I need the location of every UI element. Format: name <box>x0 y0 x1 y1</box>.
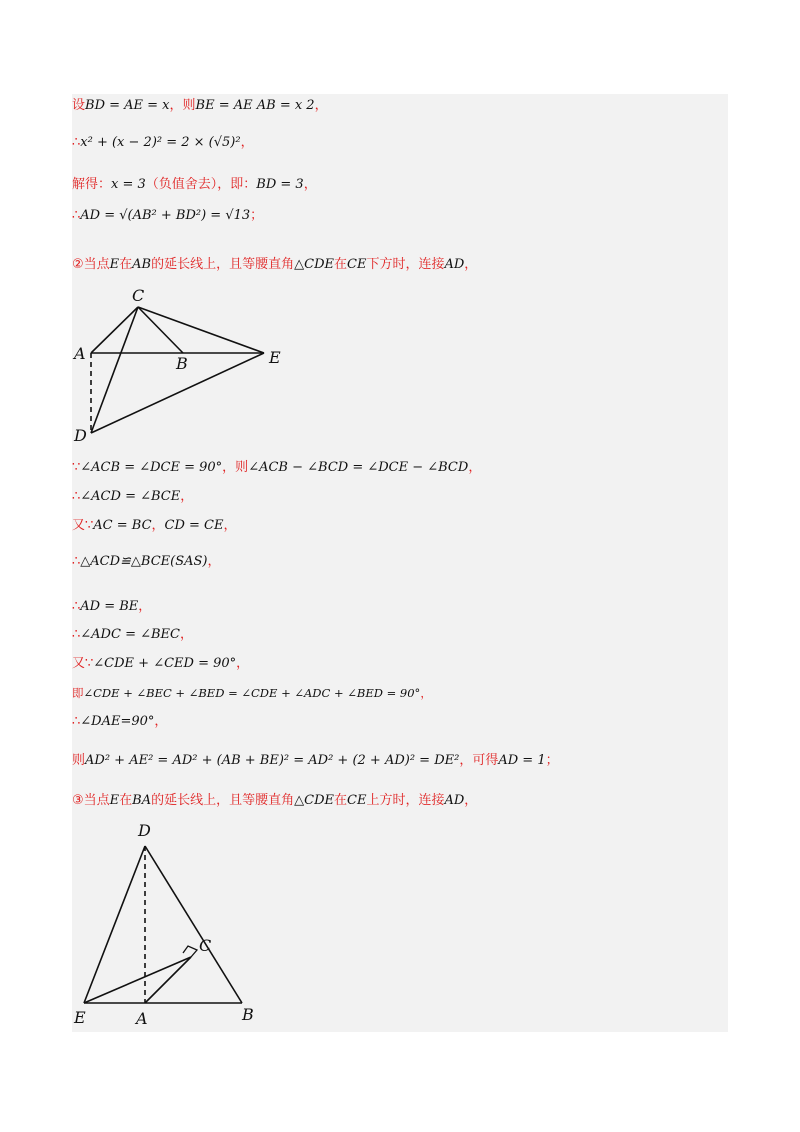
label-D: D <box>74 426 87 445</box>
label-E: E <box>269 348 281 367</box>
punct: ， <box>420 686 432 700</box>
label-C: C <box>199 936 212 955</box>
punct: ， <box>464 793 478 808</box>
equation: AC = BC <box>93 518 152 533</box>
punct: ， <box>236 656 250 671</box>
text: ③当点 <box>72 793 110 808</box>
math: BA <box>132 793 152 808</box>
case2-step-6 <box>72 626 193 644</box>
case2-step-5 <box>72 598 151 616</box>
equation: ∠CDE + ∠BEC + ∠BED = ∠CDE + ∠ADC + ∠BED = 90° <box>83 686 421 700</box>
text: 下方时，连接 <box>366 257 445 272</box>
math: △CDE <box>294 793 334 808</box>
punct: ， <box>180 489 194 504</box>
text: 在 <box>119 793 133 808</box>
segment-DE <box>84 846 145 1003</box>
segment-CE <box>138 307 264 353</box>
therefore-symbol: ∴ <box>72 135 81 150</box>
case2-step-1 <box>72 459 481 477</box>
equation: AD = BE <box>80 599 139 614</box>
segment-CB <box>138 307 183 353</box>
solution-line-4 <box>72 207 263 225</box>
text: 又∵ <box>72 656 94 671</box>
punct: ， <box>240 135 254 150</box>
text: 上方时，连接 <box>366 793 445 808</box>
punct: ， <box>151 518 165 533</box>
label-B: B <box>176 354 188 373</box>
equation: BD = AE = x <box>85 98 170 113</box>
text: 在 <box>119 257 133 272</box>
case2-step-4 <box>72 553 221 571</box>
punct: ， <box>223 518 237 533</box>
case2-step-9 <box>72 713 167 731</box>
math: AB <box>132 257 152 272</box>
case3-heading <box>72 792 477 810</box>
text: 即 <box>72 686 84 700</box>
label-A: A <box>74 344 86 363</box>
equation: ∠ACB − ∠BCD = ∠DCE − ∠BCD <box>248 460 469 475</box>
equation: ∠CDE + ∠CED = 90° <box>93 656 237 671</box>
math: E <box>109 793 120 808</box>
math: E <box>109 257 120 272</box>
punct: ； <box>545 753 559 768</box>
text: （负值舍去），即： <box>145 177 257 192</box>
right-angle-mark <box>183 946 197 957</box>
label-A: A <box>136 1009 148 1028</box>
equation: ∠ACB = ∠DCE = 90° <box>80 460 223 475</box>
text: 的延长线上，且等腰直角 <box>151 257 295 272</box>
math: CE <box>347 257 367 272</box>
text: ，则 <box>222 460 249 475</box>
therefore-symbol: ∴ <box>72 599 81 614</box>
text: ②当点 <box>72 257 110 272</box>
text: ，则 <box>169 98 196 113</box>
segment-CA <box>91 307 138 353</box>
segment-AC <box>145 957 191 1003</box>
case2-step-10 <box>72 752 559 770</box>
text: 的延长线上，且等腰直角 <box>151 793 295 808</box>
therefore-symbol: ∴ <box>72 627 81 642</box>
case2-heading <box>72 256 477 274</box>
equation: AD² + AE² = AD² + (AB + BE)² = AD² + (2 + AD)² = DE² <box>85 753 460 768</box>
equation: BE = AE AB = x 2 <box>195 98 315 113</box>
therefore-symbol: ∴ <box>72 489 81 504</box>
therefore-symbol: ∴ <box>72 208 81 223</box>
case2-step-8 <box>72 684 432 702</box>
equation: x² + (x − 2)² = 2 × (√5)² <box>80 135 241 150</box>
punct: ， <box>207 554 221 569</box>
equation: CD = CE <box>164 518 224 533</box>
punct: ， <box>464 257 478 272</box>
text: 在 <box>334 257 348 272</box>
punct: ， <box>303 177 317 192</box>
text: 又∵ <box>72 518 94 533</box>
label-D: D <box>138 821 151 840</box>
case2-step-3 <box>72 517 237 535</box>
solution-line-1 <box>72 97 328 115</box>
label-E: E <box>74 1008 86 1027</box>
equation: AD = √(AB² + BD²) = √13 <box>80 208 251 223</box>
therefore-symbol: ∴ <box>72 714 81 729</box>
case2-step-7 <box>72 655 249 673</box>
punct: ， <box>138 599 152 614</box>
punct: ； <box>250 208 264 223</box>
figure-case2 <box>72 285 302 445</box>
punct: ， <box>314 98 328 113</box>
figure-case3 <box>72 820 282 1030</box>
punct: ， <box>154 714 168 729</box>
text: 解得： <box>72 177 112 192</box>
text: 在 <box>334 793 348 808</box>
segment-DB <box>145 846 242 1003</box>
punct: ， <box>179 627 193 642</box>
solution-line-2 <box>72 134 254 152</box>
because-symbol: ∵ <box>72 460 81 475</box>
equation: △ACD≌△BCE(SAS) <box>80 554 208 569</box>
equation: BD = 3 <box>256 177 304 192</box>
therefore-symbol: ∴ <box>72 554 81 569</box>
case2-step-2 <box>72 488 193 506</box>
text: 设 <box>72 98 86 113</box>
label-B: B <box>242 1005 254 1024</box>
equation: x = 3 <box>111 177 146 192</box>
solution-line-3 <box>72 176 317 194</box>
text: 则 <box>72 753 86 768</box>
equation: ∠ADC = ∠BEC <box>80 627 180 642</box>
segment-EC <box>84 957 191 1003</box>
label-C: C <box>132 286 145 305</box>
math: △CDE <box>294 257 334 272</box>
equation: ∠ACD = ∠BCE <box>80 489 181 504</box>
text: ，可得 <box>459 753 499 768</box>
equation: AD = 1 <box>498 753 546 768</box>
math: CE <box>347 793 367 808</box>
punct: ， <box>468 460 482 475</box>
math: AD <box>444 257 465 272</box>
equation: ∠DAE=90° <box>80 714 155 729</box>
math: AD <box>444 793 465 808</box>
